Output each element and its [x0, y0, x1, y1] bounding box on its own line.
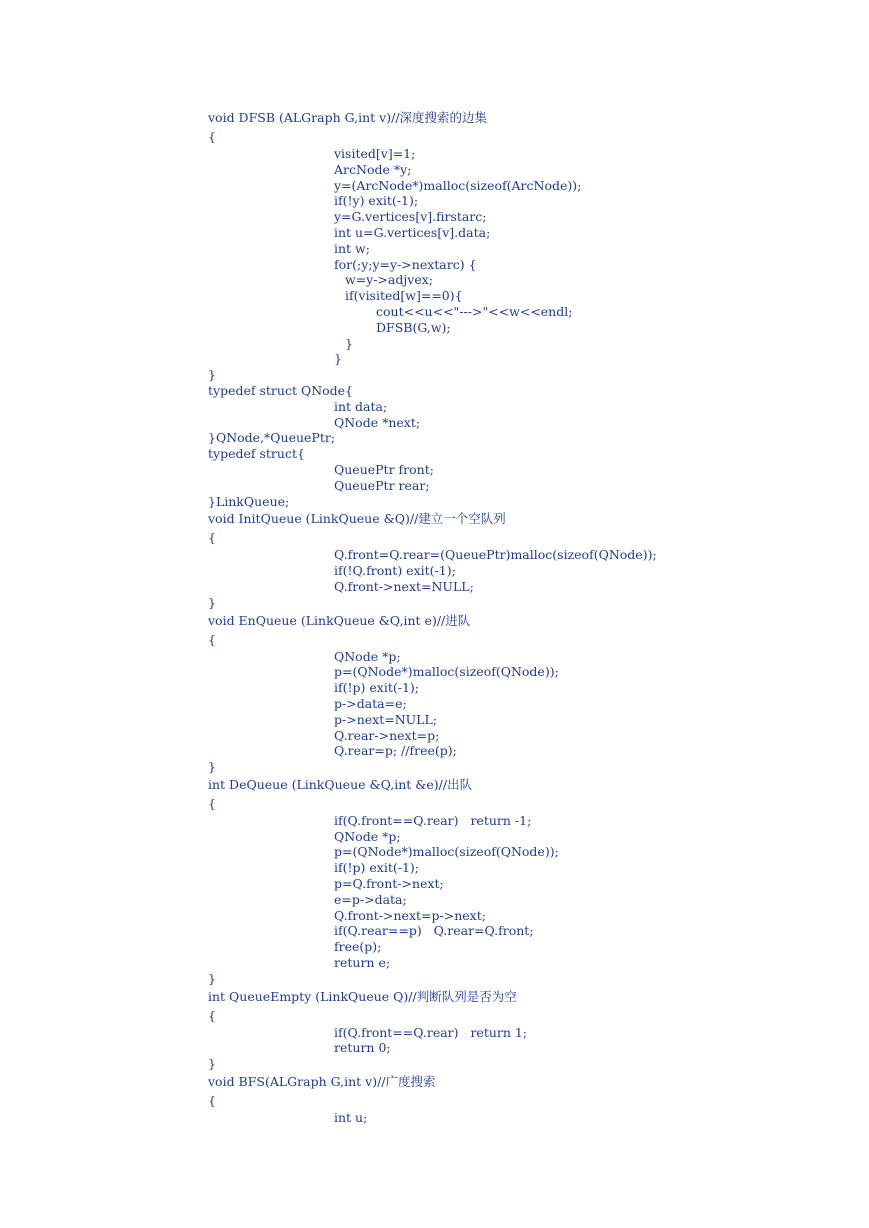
- code-line: }: [208, 970, 216, 986]
- code-line: {: [208, 631, 216, 647]
- code-line: int w;: [334, 240, 370, 256]
- code-line: void BFS(ALGraph G,int v)//广度搜索: [208, 1074, 436, 1090]
- code-line: void EnQueue (LinkQueue &Q,int e)//进队: [208, 612, 471, 628]
- code-line: for(;y;y=y->nextarc) {: [334, 256, 477, 272]
- code-line: typedef struct QNode{: [208, 382, 354, 398]
- code-line: ArcNode *y;: [334, 161, 412, 177]
- code-line: {: [208, 1007, 216, 1023]
- code-line: QNode *next;: [334, 414, 421, 430]
- code-line: {: [208, 795, 216, 811]
- code-line: void DFSB (ALGraph G,int v)//深度搜索的边集: [208, 110, 488, 125]
- code-line: int data;: [334, 398, 388, 414]
- code-line: p->next=NULL;: [334, 711, 437, 727]
- code-line: Q.rear->next=p;: [334, 727, 440, 743]
- code-line: if(!y) exit(-1);: [334, 193, 419, 209]
- code-line: if(!p) exit(-1);: [334, 680, 419, 696]
- code-line: visited[v]=1;: [334, 146, 416, 161]
- code-line: if(!Q.front) exit(-1);: [334, 563, 456, 579]
- code-line: }QNode,*QueuePtr;: [208, 430, 336, 446]
- code-line: QNode *p;: [334, 648, 401, 664]
- code-line: if(Q.front==Q.rear) return 1;: [334, 1024, 528, 1040]
- code-line: typedef struct{: [208, 446, 305, 462]
- code-line: int u=G.vertices[v].data;: [334, 224, 491, 240]
- code-line: {: [208, 530, 216, 546]
- code-line: QueuePtr front;: [334, 461, 434, 477]
- code-line: int u;: [334, 1110, 368, 1126]
- code-line: }: [208, 594, 216, 610]
- code-line: void InitQueue (LinkQueue &Q)//建立一个空队列: [208, 511, 506, 527]
- code-line: }: [345, 335, 353, 351]
- code-line: int QueueEmpty (LinkQueue Q)//判断队列是否为空: [208, 988, 517, 1004]
- code-line: p=Q.front->next;: [334, 876, 444, 892]
- code-line: }: [334, 351, 342, 367]
- code-line: }: [208, 759, 216, 775]
- code-line: free(p);: [334, 939, 382, 955]
- code-line: if(Q.front==Q.rear) return -1;: [334, 812, 532, 828]
- code-line: y=G.vertices[v].firstarc;: [334, 209, 487, 225]
- code-line: p=(QNode*)malloc(sizeof(QNode));: [334, 664, 559, 680]
- code-line: w=y->adjvex;: [345, 272, 433, 288]
- code-line: return e;: [334, 955, 391, 971]
- code-line: }: [208, 367, 216, 383]
- code-line: }LinkQueue;: [208, 493, 290, 509]
- code-listing: [208, 108, 848, 1126]
- code-line: cout<<u<<"--->"<<w<<endl;: [376, 303, 573, 319]
- code-line: }: [208, 1056, 216, 1072]
- code-line: p->data=e;: [334, 695, 407, 711]
- code-line: DFSB(G,w);: [376, 319, 451, 335]
- code-line: y=(ArcNode*)malloc(sizeof(ArcNode));: [334, 177, 582, 193]
- code-line: int DeQueue (LinkQueue &Q,int &e)//出队: [208, 776, 473, 792]
- code-line: Q.front->next=p->next;: [334, 907, 486, 923]
- code-line: e=p->data;: [334, 891, 407, 907]
- code-line: p=(QNode*)malloc(sizeof(QNode));: [334, 844, 559, 860]
- code-line: if(Q.rear==p) Q.rear=Q.front;: [334, 923, 534, 939]
- code-line: if(!p) exit(-1);: [334, 860, 419, 876]
- code-line: QNode *p;: [334, 828, 401, 844]
- code-line: if(visited[w]==0){: [345, 288, 463, 304]
- code-line: QueuePtr rear;: [334, 477, 430, 493]
- code-line: Q.rear=p; //free(p);: [334, 743, 457, 759]
- code-line: {: [208, 129, 216, 144]
- code-line: return 0;: [334, 1040, 391, 1056]
- code-line: Q.front->next=NULL;: [334, 578, 474, 594]
- code-line: {: [208, 1093, 216, 1109]
- code-line: Q.front=Q.rear=(QueuePtr)malloc(sizeof(QNode));: [334, 547, 657, 563]
